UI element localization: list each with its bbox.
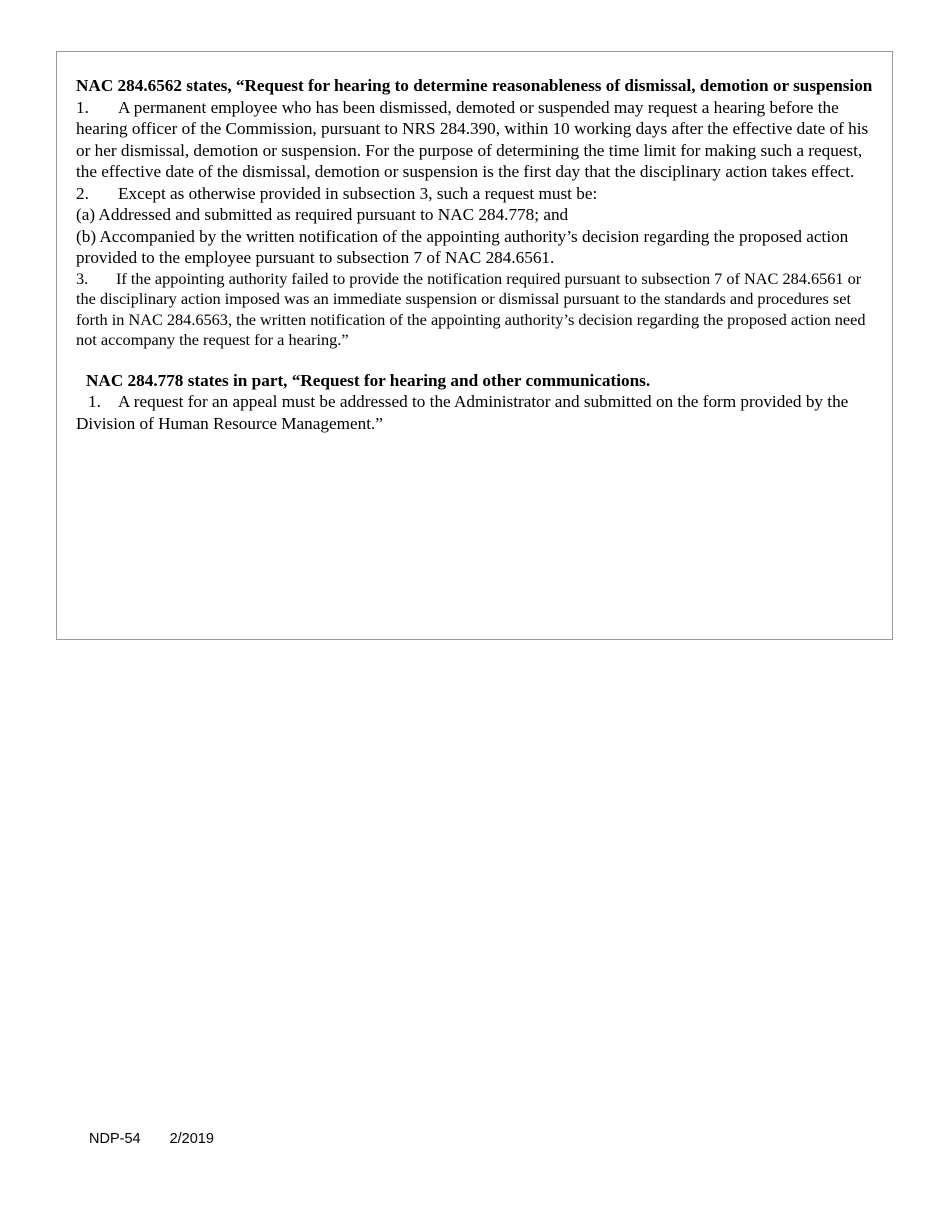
subsection-number: 1.: [76, 97, 89, 117]
regulation-content: [76, 75, 884, 434]
subsection-number: 2.: [76, 183, 89, 203]
subsection-text: Except as otherwise provided in subsection 3, such a request must be:: [118, 183, 598, 203]
subsection-text: A permanent employee who has been dismissed, demoted or suspended may request a hearing before the hearing officer of the Commission, pursuant to NRS 284.390, within 10 working days after the effective date of his or her dismissal, demotion or suspension. For the purpose of determining the time limit for making such a request, the effective date of the dismissal, demotion or suspension is the first day that the disciplinary action takes effect.: [76, 97, 869, 181]
subsection-number: 3.: [76, 268, 89, 288]
subsection-2a: (a) Addressed and submitted as required pursuant to NAC 284.778; and: [76, 205, 569, 224]
section-heading-nac-284-6562: NAC 284.6562 states, “Request for hearing to determine reasonableness of dismissal, demotion or suspension: [76, 76, 873, 95]
subsection-2: [76, 183, 884, 205]
subsection-number: 1.: [88, 392, 101, 411]
subsection-3: [76, 269, 884, 351]
subsection-1: [76, 97, 884, 183]
subsection-text: If the appointing authority failed to provide the notification required pursuant to subsection 7 of NAC 284.6561 or the disciplinary action imposed was an immediate suspension or dismissal pursuant to the standards and procedures set forth in NAC 284.6563, the written notification of the appointing authority’s decision regarding the proposed action need not accompany the request for a hearing.”: [76, 268, 866, 349]
form-date: 2/2019: [169, 1131, 214, 1147]
section-spacer: [76, 351, 884, 370]
subsection-2b: (b) Accompanied by the written notification of the appointing authority’s decision regarding the proposed action provided to the employee pursuant to subsection 7 of NAC 284.6561.: [76, 226, 849, 267]
subsection-text: A request for an appeal must be addressed to the Administrator and submitted on the form provided by the Division of Human Resource Management.”: [76, 392, 849, 433]
page-footer: [89, 1131, 214, 1147]
regulation-text-box: [56, 51, 893, 640]
form-id: NDP-54: [89, 1131, 141, 1147]
subsection-1-nac-284-778: [76, 391, 884, 434]
section-heading-nac-284-778: NAC 284.778 states in part, “Request for hearing and other communications.: [86, 370, 651, 390]
